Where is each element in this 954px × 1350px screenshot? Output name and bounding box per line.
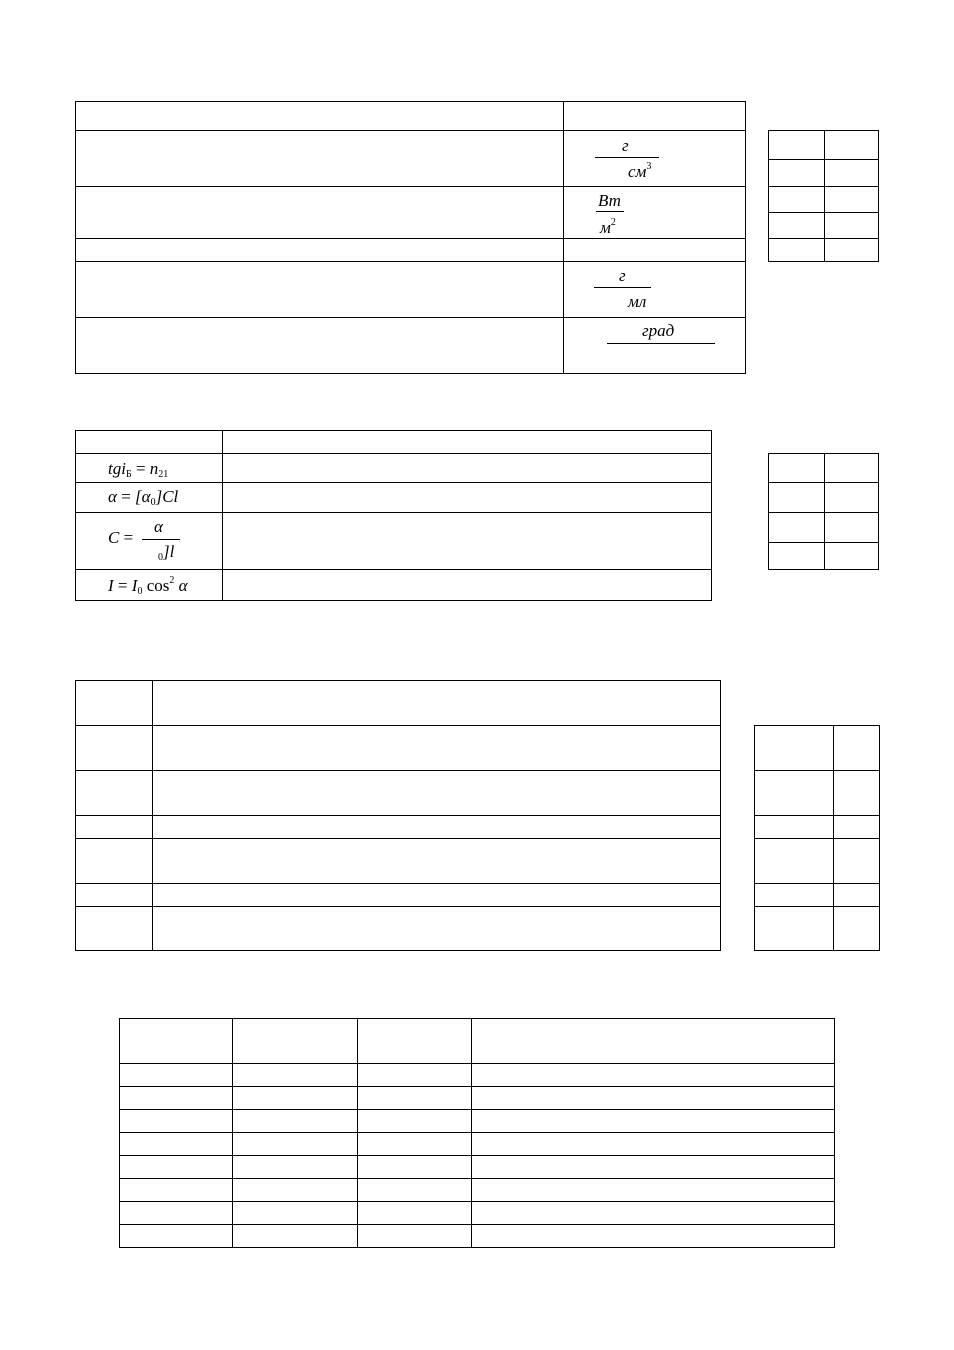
table-4-row-line bbox=[119, 1178, 835, 1179]
table-4-row-line bbox=[119, 1132, 835, 1133]
unit-denominator: мл bbox=[628, 292, 647, 311]
unit-numerator: г bbox=[619, 266, 626, 285]
fraction-bar bbox=[607, 343, 715, 344]
answer-grid-2-row bbox=[768, 482, 879, 483]
table-4-row-line bbox=[119, 1155, 835, 1156]
table-2-row-line bbox=[75, 569, 712, 570]
table-1-row-line bbox=[75, 186, 746, 187]
unit-numerator: г bbox=[622, 136, 629, 155]
answer-grid-1-row bbox=[768, 238, 879, 239]
answer-grid-3-row bbox=[754, 906, 880, 907]
table-4-col-divider bbox=[471, 1018, 472, 1248]
table-3-row-line bbox=[75, 838, 721, 839]
answer-grid-1-col bbox=[824, 130, 825, 262]
answer-grid-3-row bbox=[754, 770, 880, 771]
table-3-row-line bbox=[75, 906, 721, 907]
unit-denominator: $см^3$ bbox=[628, 161, 652, 181]
formula-concentration-numerator: α bbox=[154, 517, 163, 536]
formula-concentration-lhs: C = bbox=[108, 528, 134, 547]
answer-grid-2-row bbox=[768, 512, 879, 513]
table-3-row-line bbox=[75, 770, 721, 771]
fraction-bar bbox=[596, 211, 624, 212]
table-4 bbox=[119, 1018, 835, 1248]
answer-grid-1-row bbox=[768, 212, 879, 213]
formula-brewster: tgiБ = n21 bbox=[108, 459, 169, 480]
table-4-col-divider bbox=[357, 1018, 358, 1248]
fraction-bar bbox=[594, 287, 651, 288]
table-3-row-line bbox=[75, 815, 721, 816]
unit-denominator: $м^2$ bbox=[600, 217, 616, 237]
answer-grid-2-row bbox=[768, 542, 879, 543]
unit-numerator: град bbox=[642, 321, 675, 340]
table-1-row-line bbox=[75, 130, 746, 131]
table-2-row-line bbox=[75, 512, 712, 513]
formula-concentration-denominator: 0]l bbox=[158, 542, 175, 563]
table-1-row-line bbox=[75, 238, 746, 239]
table-2-col-divider bbox=[222, 430, 223, 601]
table-4-row-line bbox=[119, 1224, 835, 1225]
table-4-row-line bbox=[119, 1201, 835, 1202]
answer-grid-1-row bbox=[768, 159, 879, 160]
table-1-row-line bbox=[75, 261, 746, 262]
table-3-row-line bbox=[75, 883, 721, 884]
unit-numerator: Вт bbox=[598, 191, 621, 210]
table-2-row-line bbox=[75, 482, 712, 483]
table-4-row-line bbox=[119, 1086, 835, 1087]
table-1-row-line bbox=[75, 317, 746, 318]
answer-grid-3-row bbox=[754, 815, 880, 816]
table-4-row-line bbox=[119, 1109, 835, 1110]
fraction-bar bbox=[595, 157, 659, 158]
answer-grid-3-row bbox=[754, 883, 880, 884]
table-2-row-line bbox=[75, 453, 712, 454]
answer-grid-3-row bbox=[754, 838, 880, 839]
table-3-row-line bbox=[75, 725, 721, 726]
formula-rotation: α = [α0]Cl bbox=[108, 487, 179, 508]
answer-grid-1-row bbox=[768, 186, 879, 187]
fraction-bar bbox=[142, 539, 180, 540]
formula-malus: I = I0 $\cos^2 \alpha$ bbox=[108, 575, 188, 597]
table-4-col-divider bbox=[232, 1018, 233, 1248]
table-4-row-line bbox=[119, 1063, 835, 1064]
